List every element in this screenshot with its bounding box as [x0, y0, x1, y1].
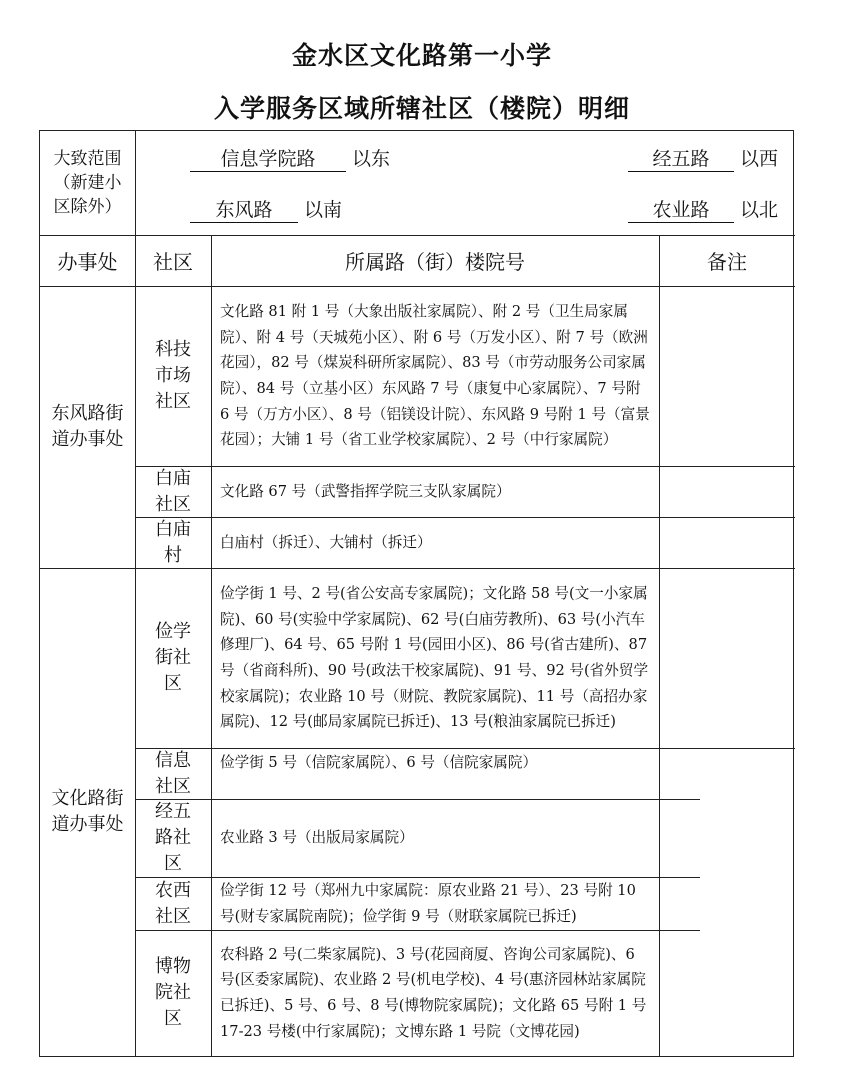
community-keji-shichang: 科技市场社区: [155, 339, 191, 412]
address-nongxi: 俭学街 12 号（郑州九中家属院：原农业路 21 号）、23 号附 10 号(财专家属院南院)；俭学街 9 号（财联家属院已拆迁): [220, 881, 636, 925]
address-keji-shichang: 文化路 81 附 1 号（大象出版社家属院）、附 2 号（卫生局家属院）、附 4 号（天城苑小区）、附 6 号（万发小区）、附 7 号（欧洲花园），82 号（煤炭科研所家属院）、83 号（市劳动服务公司家属院）、84 号（立基小区）东风路 7 号（康复中心家属院）、7 号附 6 号（万方小区）、8 号（铝镁设计院）、东风路 9 号附 1 号（富景花园）；大铺 1 号（省工业学校家属院）、2 号（中行家属院）: [220, 303, 650, 449]
remark-cell: [659, 466, 795, 517]
community-xinxi: 信息社区: [155, 749, 191, 797]
address-jingwulu: 农业路 3 号（出版局家属院）: [220, 829, 414, 847]
column-header-address: 所属路（街）楼院号: [345, 250, 525, 274]
boundary-north: [628, 195, 778, 223]
boundary-north-road: 农业路: [628, 198, 734, 223]
community-jianxuejie: 俭学街社区: [155, 621, 191, 694]
address-jianxuejie: 俭学街 1 号、2 号(省公安高专家属院)；文化路 58 号(文一小家属院)、60 号(实验中学家属院)、62 号(白庙劳教所)、63 号(小汽车修理厂)、64 号、65 号附 1 号(园田小区)、86 号(省古建所)、87 号（省商科所)、90 号(政法干校家属院)、91 号、92 号(省外贸学校家属院)；农业路 10 号（财院、教院家属院)、11 号（高招办家属院)、12 号(邮局家属院已拆迁)、13 号(粮油家属院已拆迁): [220, 585, 649, 731]
boundary-south-suffix: 以南: [304, 199, 343, 221]
boundary-east: [190, 144, 390, 172]
address-baimiao-village: 白庙村（拆迁）、大铺村（拆迁）: [220, 533, 432, 551]
community-baimiao-village: 白庙村: [155, 518, 191, 566]
boundary-south-road: 东风路: [190, 198, 298, 223]
community-baimiao: 白庙社区: [155, 467, 191, 515]
remark-cell: [659, 748, 795, 1056]
boundary-west-road: 经五路: [628, 147, 734, 172]
community-bowuyuan: 博物院社区: [155, 956, 191, 1029]
column-header-community: 社区: [153, 250, 193, 274]
remark-cell: [659, 286, 795, 466]
boundary-east-suffix: 以东: [352, 148, 391, 170]
address-bowuyuan: 农科路 2 号(二柴家属院)、3 号(花园商厦、咨询公司家属院)、6 号(区委家属院)、农业路 2 号(机电学校)、4 号(惠济园林站家属院已拆迁)、5 号、6 号、8 号(博物院家属院)；文化路 65 号附 1 号 17-23 号楼(中行家属院)；文博东路 1 号院（文博花园): [220, 945, 647, 1040]
boundary-west: [628, 144, 778, 172]
boundary-south: [190, 195, 342, 223]
community-jingwulu: 经五路社区: [155, 801, 191, 874]
column-header-office: 办事处: [57, 250, 118, 274]
office-wenhualu: 文化路街道办事处: [51, 788, 124, 835]
page-subtitle: 入学服务区域所辖社区（楼院）明细: [213, 94, 630, 123]
office-dongfenglu: 东风路街道办事处: [51, 403, 124, 450]
boundary-west-suffix: 以西: [740, 148, 779, 170]
address-baimiao: 文化路 67 号（武警指挥学院三支队家属院）: [220, 482, 511, 500]
range-label: 大致范围（新建小区除外）: [53, 149, 122, 217]
remark-cell: [659, 568, 795, 748]
boundary-north-suffix: 以北: [740, 199, 779, 221]
column-header-remark: 备注: [707, 250, 747, 274]
boundary-east-road: 信息学院路: [190, 147, 346, 172]
catchment-table: [39, 130, 794, 1057]
address-xinxi: 俭学街 5 号（信院家属院）、6 号（信院家属院）: [220, 754, 538, 771]
community-nongxi: 农西社区: [155, 879, 191, 927]
remark-cell: [659, 517, 795, 568]
page-title: 金水区文化路第一小学: [291, 41, 552, 70]
